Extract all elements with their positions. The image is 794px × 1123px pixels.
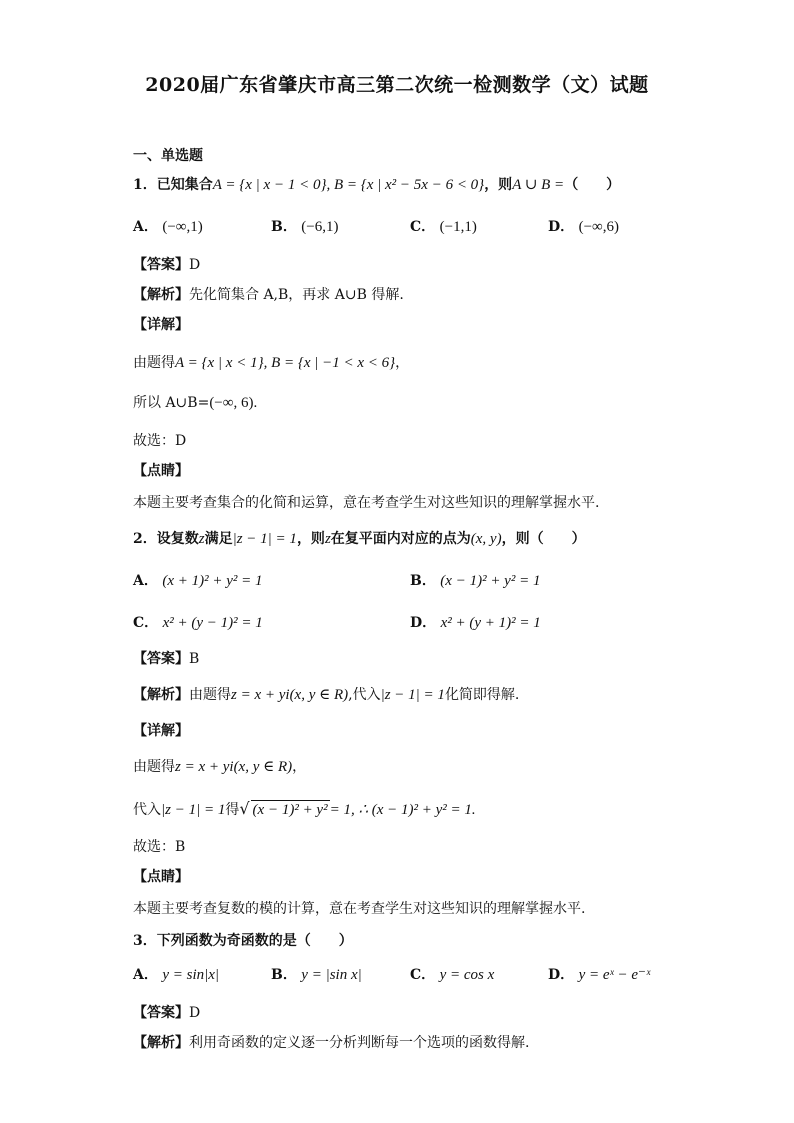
- q1-option-c: C． (−1,1): [410, 219, 477, 235]
- q1-option-a: A． (−∞,1): [133, 219, 203, 235]
- q2-detail-2: 代入|z − 1| = 1得√ (x − 1)² + y² = 1, ∴ (x − 1)² + y² = 1.: [133, 799, 476, 818]
- q1-detail-2: 所以 A∪B=(−∞, 6).: [133, 395, 258, 411]
- q1-stem: 1．已知集合A = {x | x − 1 < 0}, B = {x | x² − 5x − 6 < 0}，则A ∪ B =（ ）: [133, 177, 621, 193]
- q2-analysis: 【解析】由题得z = x + yi(x, y ∈ R),代入|z − 1| = 1化简即得解.: [133, 687, 520, 703]
- q3-analysis: 【解析】利用奇函数的定义逐一分析判断每一个选项的函数得解.: [133, 1035, 530, 1051]
- q1-option-b: B． (−6,1): [271, 219, 339, 235]
- q1-analysis: 【解析】先化简集合 A,B，再求 A∪B 得解.: [133, 287, 404, 303]
- q3-option-b: B． y = |sin x|: [271, 967, 362, 983]
- q1-comment: 本题主要考查集合的化简和运算，意在考查学生对这些知识的理解掌握水平.: [133, 495, 600, 511]
- section-heading: 一、单选题: [133, 148, 203, 164]
- q3-option-a: A． y = sin|x|: [133, 967, 220, 983]
- q1-option-d: D． (−∞,6): [548, 219, 619, 235]
- q1-comment-label: 【点睛】: [133, 463, 189, 479]
- q2-comment: 本题主要考查复数的模的计算，意在考查学生对这些知识的理解掌握水平.: [133, 901, 586, 917]
- q3-stem: 3．下列函数为奇函数的是（ ）: [133, 933, 353, 949]
- q2-stem: 2．设复数z满足|z − 1| = 1，则z在复平面内对应的点为(x, y)，则（ ）: [133, 531, 586, 547]
- sqrt-icon: √: [239, 799, 250, 818]
- q1-detail-label: 【详解】: [133, 317, 189, 333]
- q2-choose: 故选：B: [133, 839, 186, 855]
- q2-detail-label: 【详解】: [133, 723, 189, 739]
- page-title: 2020届广东省肇庆市高三第二次统一检测数学（文）试题: [145, 74, 649, 96]
- q2-comment-label: 【点睛】: [133, 869, 189, 885]
- q3-answer: 【答案】D: [133, 1005, 201, 1021]
- q2-detail-1: 由题得z = x + yi(x, y ∈ R)，: [133, 759, 307, 775]
- q1-answer: 【答案】D: [133, 257, 201, 273]
- q3-option-c: C． y = cos x: [410, 967, 495, 983]
- q2-answer: 【答案】B: [133, 651, 200, 667]
- q1-detail-1: 由题得A = {x | x < 1}, B = {x | −1 < x < 6}，: [133, 355, 410, 371]
- q2-option-b: B． (x − 1)² + y² = 1: [410, 573, 541, 589]
- q2-option-d: D． x² + (y + 1)² = 1: [410, 615, 541, 631]
- q2-option-a: A． (x + 1)² + y² = 1: [133, 573, 263, 589]
- q1-choose: 故选：D: [133, 433, 187, 449]
- q2-option-c: C． x² + (y − 1)² = 1: [133, 615, 263, 631]
- q3-option-d: D． y = eˣ − e⁻ˣ: [548, 967, 651, 983]
